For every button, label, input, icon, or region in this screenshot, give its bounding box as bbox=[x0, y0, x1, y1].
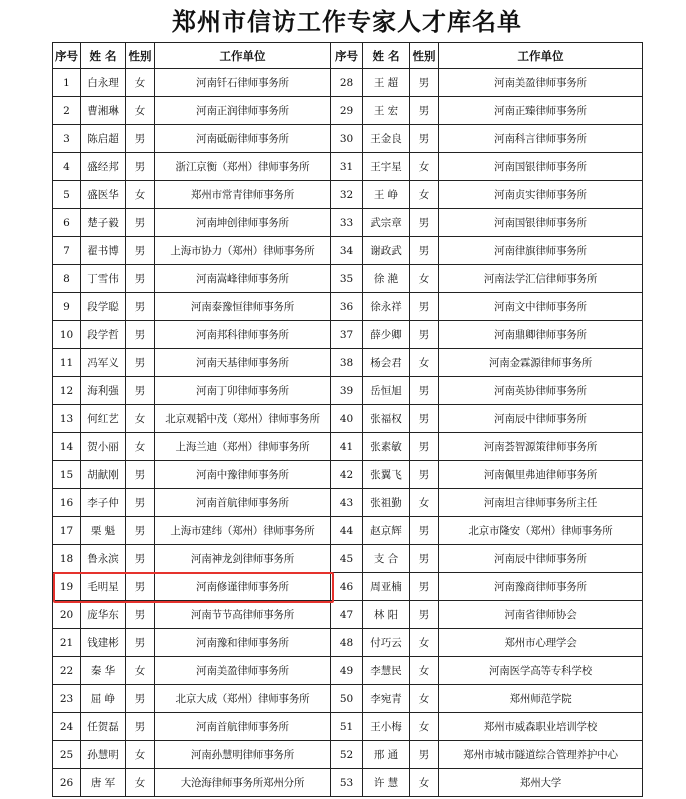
table-row bbox=[53, 629, 643, 657]
cell-no: 39 bbox=[331, 377, 363, 405]
cell-no: 31 bbox=[331, 153, 363, 181]
table-row bbox=[53, 377, 643, 405]
table-row bbox=[53, 69, 643, 97]
cell-name: 毛明星 bbox=[81, 573, 126, 601]
cell-org: 河南中豫律师事务所 bbox=[155, 461, 331, 489]
cell-no: 12 bbox=[53, 377, 81, 405]
cell-name: 任贺磊 bbox=[81, 713, 126, 741]
cell-no: 8 bbox=[53, 265, 81, 293]
cell-gender: 女 bbox=[126, 181, 155, 209]
cell-name: 王 峥 bbox=[363, 181, 410, 209]
cell-org: 河南金霖源律师事务所 bbox=[439, 349, 643, 377]
cell-name: 赵京辉 bbox=[363, 517, 410, 545]
cell-org: 河南坤创律师事务所 bbox=[155, 209, 331, 237]
cell-gender: 男 bbox=[410, 601, 439, 629]
cell-org: 河南钎石律师事务所 bbox=[155, 69, 331, 97]
cell-name: 徐永祥 bbox=[363, 293, 410, 321]
cell-org: 河南鼎卿律师事务所 bbox=[439, 321, 643, 349]
cell-org: 上海兰迪（郑州）律师事务所 bbox=[155, 433, 331, 461]
cell-no: 46 bbox=[331, 573, 363, 601]
cell-no: 32 bbox=[331, 181, 363, 209]
header-gender: 性别 bbox=[126, 43, 155, 69]
cell-no: 43 bbox=[331, 489, 363, 517]
cell-org: 河南法学汇信律师事务所 bbox=[439, 265, 643, 293]
cell-name: 武宗章 bbox=[363, 209, 410, 237]
cell-org: 大沧海律师事务所郑州分所 bbox=[155, 769, 331, 797]
cell-org: 河南泰豫恒律师事务所 bbox=[155, 293, 331, 321]
table-row bbox=[53, 293, 643, 321]
cell-no: 7 bbox=[53, 237, 81, 265]
cell-no: 36 bbox=[331, 293, 363, 321]
cell-org: 河南贞实律师事务所 bbox=[439, 181, 643, 209]
cell-no: 47 bbox=[331, 601, 363, 629]
table-row bbox=[53, 601, 643, 629]
cell-name: 王 超 bbox=[363, 69, 410, 97]
cell-no: 1 bbox=[53, 69, 81, 97]
table-row bbox=[53, 517, 643, 545]
cell-gender: 女 bbox=[410, 349, 439, 377]
cell-gender: 女 bbox=[410, 265, 439, 293]
cell-gender: 女 bbox=[126, 741, 155, 769]
cell-org: 河南辰中律师事务所 bbox=[439, 405, 643, 433]
cell-org: 河南医学高等专科学校 bbox=[439, 657, 643, 685]
cell-org: 河南首航律师事务所 bbox=[155, 713, 331, 741]
cell-no: 35 bbox=[331, 265, 363, 293]
cell-gender: 男 bbox=[126, 153, 155, 181]
cell-org: 上海市建纬（郑州）律师事务所 bbox=[155, 517, 331, 545]
cell-gender: 女 bbox=[126, 769, 155, 797]
cell-org: 河南美盈律师事务所 bbox=[439, 69, 643, 97]
cell-no: 10 bbox=[53, 321, 81, 349]
header-name: 姓 名 bbox=[81, 43, 126, 69]
table-row bbox=[53, 573, 643, 601]
cell-name: 邢 通 bbox=[363, 741, 410, 769]
cell-org: 河南辰中律师事务所 bbox=[439, 545, 643, 573]
cell-name: 陈启超 bbox=[81, 125, 126, 153]
cell-name: 许 慧 bbox=[363, 769, 410, 797]
cell-name: 秦 华 bbox=[81, 657, 126, 685]
table-row bbox=[53, 181, 643, 209]
cell-name: 段学哲 bbox=[81, 321, 126, 349]
cell-org: 北京观韬中茂（郑州）律师事务所 bbox=[155, 405, 331, 433]
cell-org: 郑州市威森职业培训学校 bbox=[439, 713, 643, 741]
cell-org: 河南天基律师事务所 bbox=[155, 349, 331, 377]
cell-gender: 男 bbox=[410, 125, 439, 153]
cell-name: 岳恒旭 bbox=[363, 377, 410, 405]
cell-gender: 女 bbox=[410, 769, 439, 797]
cell-org: 郑州市常青律师事务所 bbox=[155, 181, 331, 209]
cell-name: 张翼飞 bbox=[363, 461, 410, 489]
cell-no: 21 bbox=[53, 629, 81, 657]
cell-gender: 女 bbox=[126, 405, 155, 433]
header-name: 姓 名 bbox=[363, 43, 410, 69]
cell-no: 23 bbox=[53, 685, 81, 713]
cell-org: 河南省律师协会 bbox=[439, 601, 643, 629]
cell-gender: 女 bbox=[410, 181, 439, 209]
cell-gender: 男 bbox=[126, 377, 155, 405]
cell-name: 盛经邦 bbox=[81, 153, 126, 181]
cell-no: 45 bbox=[331, 545, 363, 573]
cell-no: 50 bbox=[331, 685, 363, 713]
cell-org: 河南修谨律师事务所 bbox=[155, 573, 331, 601]
cell-gender: 女 bbox=[126, 657, 155, 685]
cell-org: 河南科言律师事务所 bbox=[439, 125, 643, 153]
cell-no: 40 bbox=[331, 405, 363, 433]
cell-gender: 男 bbox=[410, 97, 439, 125]
header-org: 工作单位 bbox=[439, 43, 643, 69]
table-row bbox=[53, 713, 643, 741]
cell-no: 20 bbox=[53, 601, 81, 629]
cell-org: 郑州师范学院 bbox=[439, 685, 643, 713]
table-row bbox=[53, 461, 643, 489]
cell-gender: 男 bbox=[126, 125, 155, 153]
cell-org: 上海市协力（郑州）律师事务所 bbox=[155, 237, 331, 265]
table-row bbox=[53, 405, 643, 433]
table-row bbox=[53, 741, 643, 769]
table-row bbox=[53, 433, 643, 461]
table-row bbox=[53, 769, 643, 797]
cell-name: 庞华东 bbox=[81, 601, 126, 629]
cell-no: 44 bbox=[331, 517, 363, 545]
cell-org: 河南丁卯律师事务所 bbox=[155, 377, 331, 405]
cell-no: 53 bbox=[331, 769, 363, 797]
cell-name: 谢政武 bbox=[363, 237, 410, 265]
cell-gender: 女 bbox=[410, 489, 439, 517]
cell-name: 李慧民 bbox=[363, 657, 410, 685]
cell-no: 11 bbox=[53, 349, 81, 377]
cell-name: 鲁永滨 bbox=[81, 545, 126, 573]
cell-name: 盛医华 bbox=[81, 181, 126, 209]
cell-no: 25 bbox=[53, 741, 81, 769]
cell-no: 51 bbox=[331, 713, 363, 741]
table-row bbox=[53, 321, 643, 349]
cell-name: 林 阳 bbox=[363, 601, 410, 629]
cell-org: 河南砥砺律师事务所 bbox=[155, 125, 331, 153]
cell-gender: 女 bbox=[410, 153, 439, 181]
cell-name: 孙慧明 bbox=[81, 741, 126, 769]
cell-name: 丁雪伟 bbox=[81, 265, 126, 293]
cell-org: 河南邦科律师事务所 bbox=[155, 321, 331, 349]
cell-no: 29 bbox=[331, 97, 363, 125]
cell-org: 河南孙慧明律师事务所 bbox=[155, 741, 331, 769]
cell-org: 北京市隆安（郑州）律师事务所 bbox=[439, 517, 643, 545]
table-row bbox=[53, 685, 643, 713]
cell-gender: 男 bbox=[126, 265, 155, 293]
cell-name: 付巧云 bbox=[363, 629, 410, 657]
cell-gender: 男 bbox=[410, 237, 439, 265]
cell-name: 支 合 bbox=[363, 545, 410, 573]
cell-name: 杨会君 bbox=[363, 349, 410, 377]
cell-gender: 男 bbox=[410, 209, 439, 237]
cell-name: 曹湘琳 bbox=[81, 97, 126, 125]
header-no: 序号 bbox=[331, 43, 363, 69]
cell-gender: 男 bbox=[410, 321, 439, 349]
cell-org: 河南首航律师事务所 bbox=[155, 489, 331, 517]
cell-name: 张素敏 bbox=[363, 433, 410, 461]
cell-org: 河南豫和律师事务所 bbox=[155, 629, 331, 657]
cell-gender: 男 bbox=[126, 461, 155, 489]
cell-no: 28 bbox=[331, 69, 363, 97]
cell-no: 4 bbox=[53, 153, 81, 181]
cell-gender: 男 bbox=[410, 741, 439, 769]
cell-no: 2 bbox=[53, 97, 81, 125]
cell-gender: 男 bbox=[126, 517, 155, 545]
cell-name: 张祖勤 bbox=[363, 489, 410, 517]
header-gender: 性别 bbox=[410, 43, 439, 69]
cell-gender: 男 bbox=[410, 517, 439, 545]
cell-gender: 男 bbox=[126, 489, 155, 517]
cell-org: 河南坦言律师事务所主任 bbox=[439, 489, 643, 517]
cell-no: 33 bbox=[331, 209, 363, 237]
header-org: 工作单位 bbox=[155, 43, 331, 69]
cell-no: 14 bbox=[53, 433, 81, 461]
cell-name: 屈 峥 bbox=[81, 685, 126, 713]
cell-no: 3 bbox=[53, 125, 81, 153]
cell-no: 9 bbox=[53, 293, 81, 321]
cell-name: 薛少卿 bbox=[363, 321, 410, 349]
cell-name: 徐 滟 bbox=[363, 265, 410, 293]
cell-org: 郑州市心理学会 bbox=[439, 629, 643, 657]
cell-gender: 男 bbox=[410, 433, 439, 461]
cell-gender: 女 bbox=[410, 685, 439, 713]
cell-no: 15 bbox=[53, 461, 81, 489]
cell-gender: 男 bbox=[126, 209, 155, 237]
cell-gender: 男 bbox=[410, 545, 439, 573]
cell-org: 浙江京衡（郑州）律师事务所 bbox=[155, 153, 331, 181]
cell-no: 41 bbox=[331, 433, 363, 461]
cell-name: 栗 魁 bbox=[81, 517, 126, 545]
cell-name: 王宇星 bbox=[363, 153, 410, 181]
cell-name: 唐 军 bbox=[81, 769, 126, 797]
cell-name: 段学聪 bbox=[81, 293, 126, 321]
cell-name: 海利强 bbox=[81, 377, 126, 405]
cell-name: 张福权 bbox=[363, 405, 410, 433]
table-row bbox=[53, 153, 643, 181]
table-row bbox=[53, 349, 643, 377]
cell-org: 河南神龙剑律师事务所 bbox=[155, 545, 331, 573]
cell-gender: 男 bbox=[126, 601, 155, 629]
cell-no: 37 bbox=[331, 321, 363, 349]
cell-no: 22 bbox=[53, 657, 81, 685]
table-row bbox=[53, 489, 643, 517]
cell-no: 38 bbox=[331, 349, 363, 377]
cell-no: 49 bbox=[331, 657, 363, 685]
cell-org: 河南正润律师事务所 bbox=[155, 97, 331, 125]
cell-gender: 男 bbox=[126, 321, 155, 349]
cell-gender: 女 bbox=[410, 713, 439, 741]
cell-name: 胡献刚 bbox=[81, 461, 126, 489]
cell-org: 河南国银律师事务所 bbox=[439, 153, 643, 181]
cell-org: 河南荟智源策律师事务所 bbox=[439, 433, 643, 461]
cell-gender: 男 bbox=[410, 293, 439, 321]
cell-org: 河南英协律师事务所 bbox=[439, 377, 643, 405]
cell-no: 48 bbox=[331, 629, 363, 657]
cell-no: 13 bbox=[53, 405, 81, 433]
cell-org: 河南律旗律师事务所 bbox=[439, 237, 643, 265]
table-row bbox=[53, 237, 643, 265]
cell-name: 冯军义 bbox=[81, 349, 126, 377]
cell-name: 钱建彬 bbox=[81, 629, 126, 657]
cell-gender: 男 bbox=[410, 461, 439, 489]
cell-org: 河南佩里弗迪律师事务所 bbox=[439, 461, 643, 489]
cell-no: 16 bbox=[53, 489, 81, 517]
table-row bbox=[53, 657, 643, 685]
cell-no: 24 bbox=[53, 713, 81, 741]
cell-gender: 男 bbox=[126, 237, 155, 265]
cell-gender: 男 bbox=[126, 293, 155, 321]
cell-name: 何红艺 bbox=[81, 405, 126, 433]
cell-gender: 男 bbox=[410, 405, 439, 433]
cell-gender: 女 bbox=[126, 69, 155, 97]
cell-no: 30 bbox=[331, 125, 363, 153]
cell-org: 河南嵩峰律师事务所 bbox=[155, 265, 331, 293]
cell-gender: 男 bbox=[126, 349, 155, 377]
cell-gender: 女 bbox=[410, 657, 439, 685]
expert-roster-table bbox=[52, 42, 643, 797]
cell-name: 李子仲 bbox=[81, 489, 126, 517]
cell-org: 河南豫商律师事务所 bbox=[439, 573, 643, 601]
table-row bbox=[53, 97, 643, 125]
cell-no: 5 bbox=[53, 181, 81, 209]
cell-gender: 男 bbox=[126, 573, 155, 601]
cell-org: 河南美盈律师事务所 bbox=[155, 657, 331, 685]
table-row bbox=[53, 545, 643, 573]
table-row bbox=[53, 265, 643, 293]
cell-no: 18 bbox=[53, 545, 81, 573]
cell-org: 河南正臻律师事务所 bbox=[439, 97, 643, 125]
header-row bbox=[53, 43, 643, 69]
cell-no: 26 bbox=[53, 769, 81, 797]
cell-gender: 男 bbox=[126, 629, 155, 657]
cell-no: 19 bbox=[53, 573, 81, 601]
cell-org: 郑州大学 bbox=[439, 769, 643, 797]
cell-gender: 男 bbox=[126, 713, 155, 741]
header-no: 序号 bbox=[53, 43, 81, 69]
cell-org: 河南国银律师事务所 bbox=[439, 209, 643, 237]
cell-name: 楚子毅 bbox=[81, 209, 126, 237]
cell-name: 王 宏 bbox=[363, 97, 410, 125]
cell-name: 王小梅 bbox=[363, 713, 410, 741]
cell-gender: 男 bbox=[410, 377, 439, 405]
cell-gender: 女 bbox=[126, 97, 155, 125]
cell-gender: 女 bbox=[126, 433, 155, 461]
cell-org: 河南文中律师事务所 bbox=[439, 293, 643, 321]
cell-name: 白永理 bbox=[81, 69, 126, 97]
cell-no: 52 bbox=[331, 741, 363, 769]
cell-no: 17 bbox=[53, 517, 81, 545]
cell-name: 李宛青 bbox=[363, 685, 410, 713]
cell-gender: 女 bbox=[410, 629, 439, 657]
cell-org: 北京大成（郑州）律师事务所 bbox=[155, 685, 331, 713]
cell-name: 周亚楠 bbox=[363, 573, 410, 601]
table-row bbox=[53, 125, 643, 153]
cell-org: 河南节节高律师事务所 bbox=[155, 601, 331, 629]
cell-no: 6 bbox=[53, 209, 81, 237]
cell-gender: 男 bbox=[410, 69, 439, 97]
cell-name: 贺小丽 bbox=[81, 433, 126, 461]
page-title: 郑州市信访工作专家人才库名单 bbox=[172, 7, 522, 36]
cell-gender: 男 bbox=[126, 545, 155, 573]
cell-gender: 男 bbox=[410, 573, 439, 601]
cell-name: 王金良 bbox=[363, 125, 410, 153]
cell-no: 42 bbox=[331, 461, 363, 489]
cell-name: 翟书博 bbox=[81, 237, 126, 265]
table-row bbox=[53, 209, 643, 237]
cell-gender: 男 bbox=[126, 685, 155, 713]
cell-org: 郑州市城市隧道综合管理养护中心 bbox=[439, 741, 643, 769]
cell-no: 34 bbox=[331, 237, 363, 265]
